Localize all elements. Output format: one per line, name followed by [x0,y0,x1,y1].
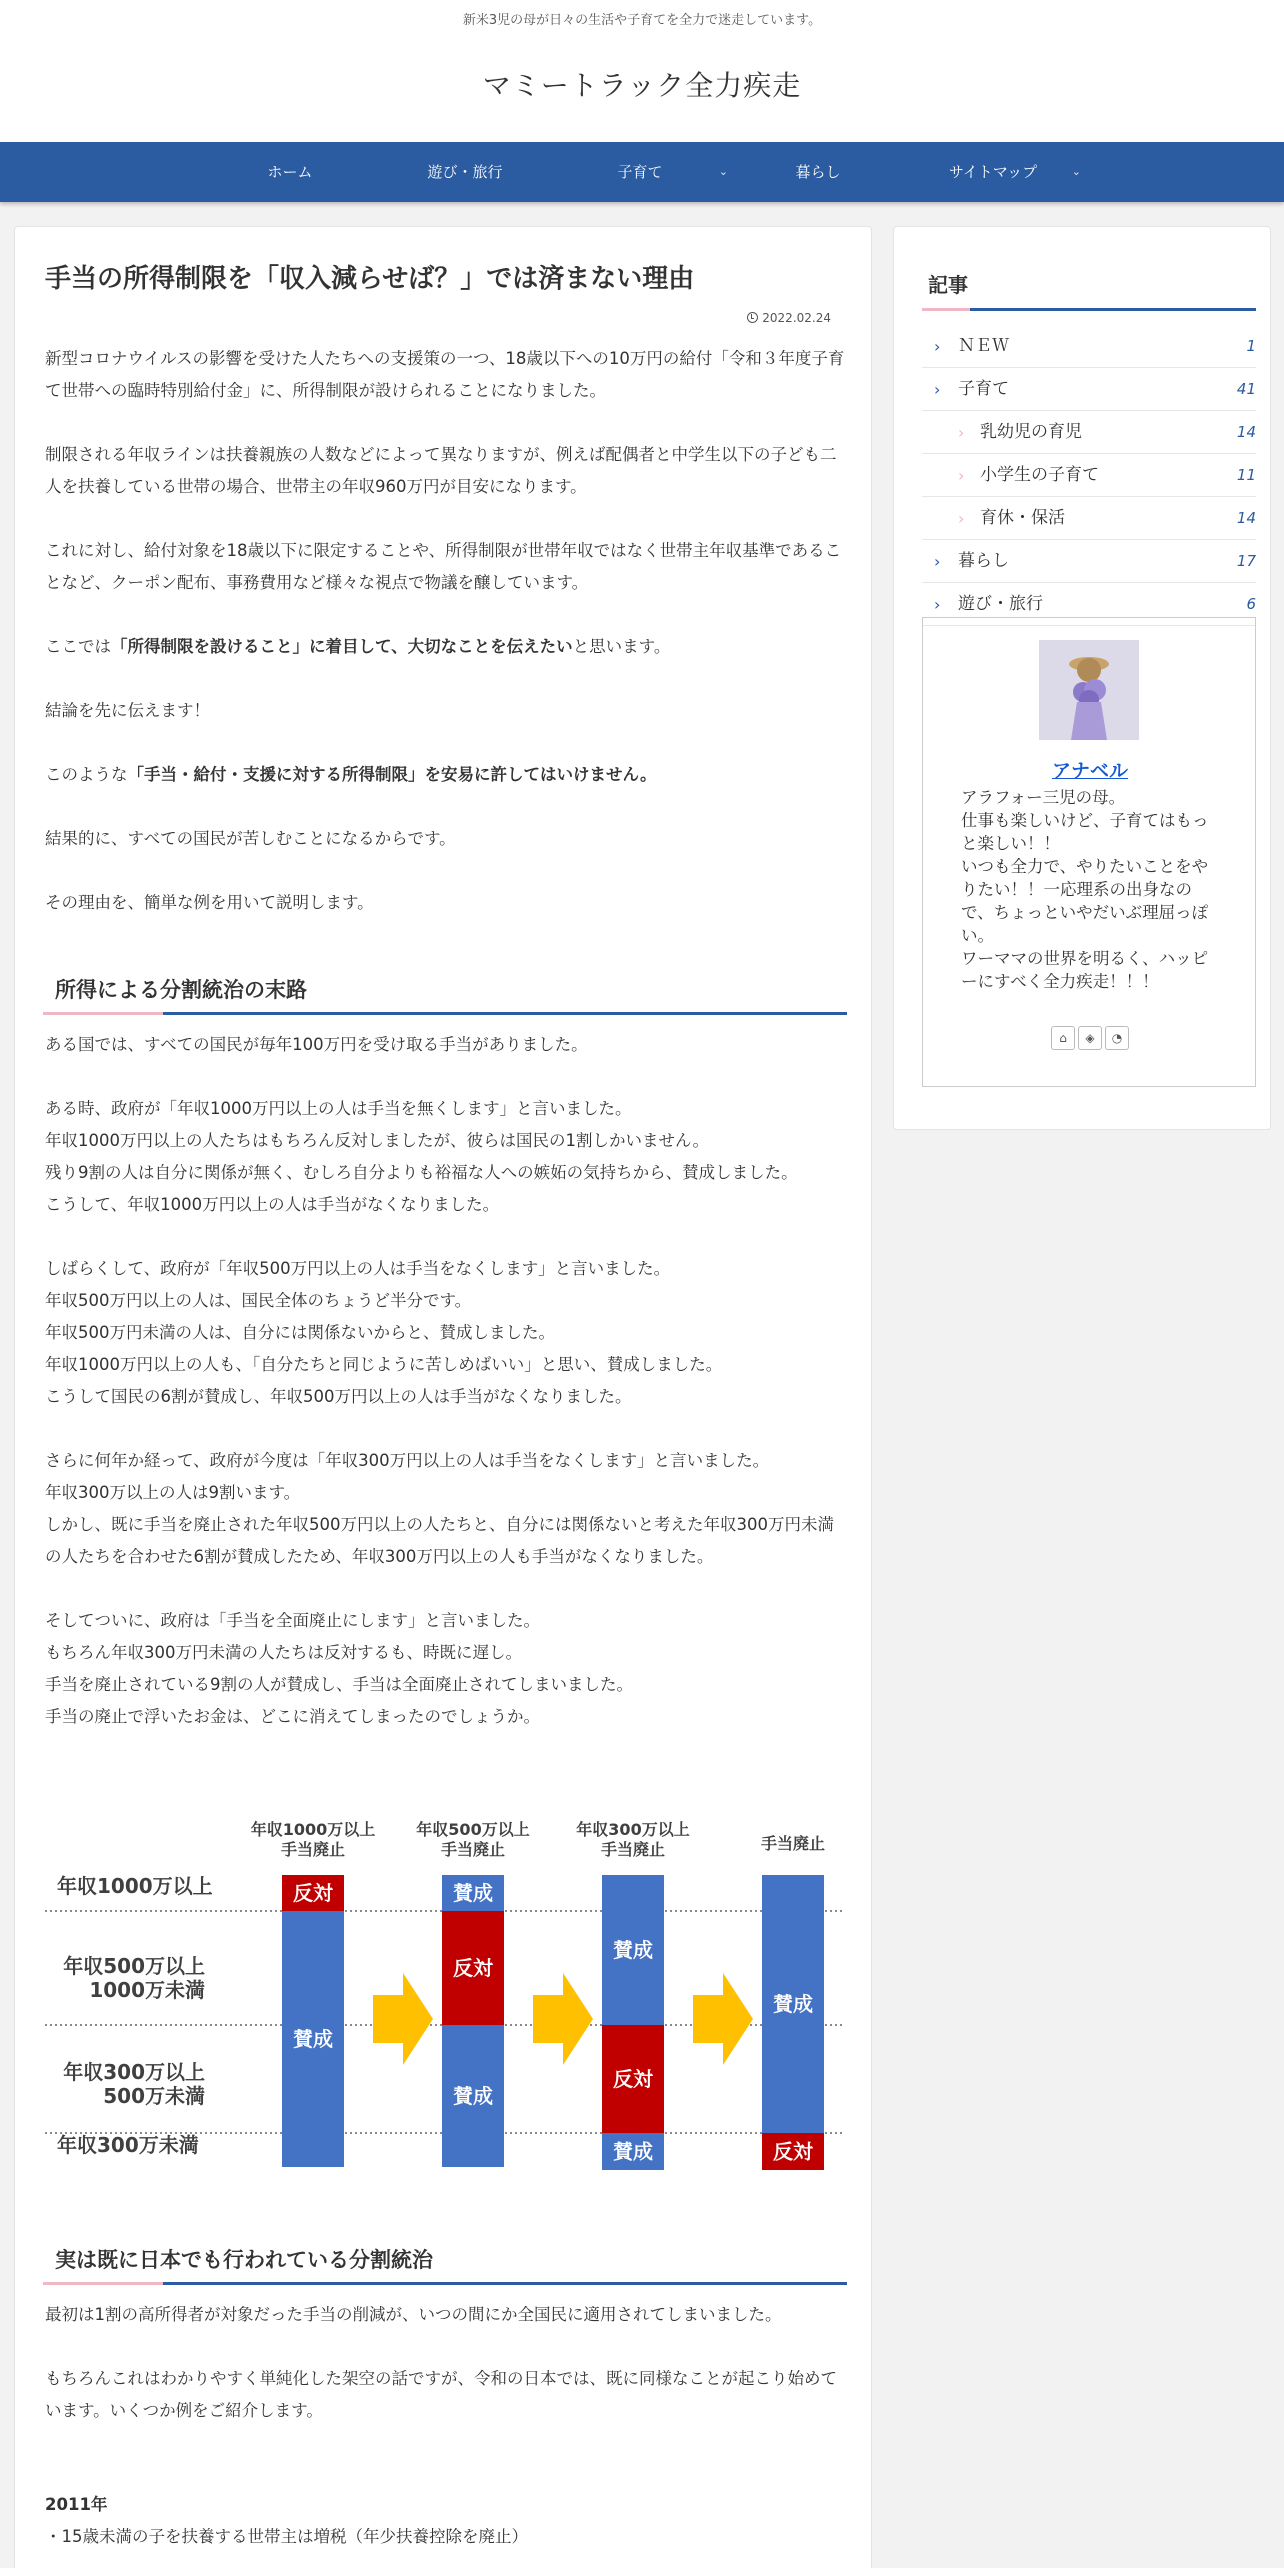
approve-label: 賛成 [293,2027,333,2051]
text-line: 手当の廃止で浮いたお金は、どこに消えてしまったのでしょうか。 [45,1707,540,1726]
right-arrow-icon [373,1973,433,2065]
home-icon[interactable]: ⌂ [1051,1026,1075,1050]
category-label: 暮らし [958,551,1009,571]
category-label: 育休・保活 [980,508,1065,528]
bio-line: ワーママの世界を明るく、ハッピーにすべく全力疾走！！！ [961,949,1209,991]
chevron-down-icon: ⌄ [1071,165,1081,178]
text-line: こうして、年収1000万円以上の人は手当がなくなりました。 [45,1195,500,1214]
clock-icon [747,312,758,323]
bio-line: 仕事も楽しいけど、子育てはもっと楽しい！！ [961,811,1209,853]
heading-underline-accent [922,308,970,311]
bio-line: アラフォー三児の母。 [961,788,1126,807]
category-item[interactable] [922,454,1256,497]
category-count: 14 [1236,509,1256,527]
text-line: 年収1000万円以上の人たちはもちろん反対しましたが、彼らは国民の1割しかいません。 [45,1131,709,1150]
sidebar [893,226,1271,1130]
text-line: 残り9割の人は自分に関係が無く、むしろ自分よりも裕福な人への嫉妬の気持ちから、賛成しました。 [45,1163,798,1182]
text-line: 最初は1割の高所得者が対象だった手当の削減が、いつの間にか全国民に適用されてしまいました。 [45,2305,782,2324]
approve-label: 賛成 [613,2139,653,2164]
chevron-right-icon: › [934,595,941,614]
nav-label: サイトマップ [948,163,1038,181]
oppose-label: 反対 [453,1956,493,1980]
text-line: さらに何年か経って、政府が今度は「年収300万円以上の人は手当をなくします」と言いました。 [45,1451,770,1470]
category-label: 乳幼児の育児 [980,422,1082,442]
chevron-right-icon: › [958,509,965,528]
text-line: 年収1000万円以上の人も、「自分たちと同じように苦しめばいい」と思い、賛成しました。 [45,1355,723,1374]
paragraph: 結果的に、すべての国民が苦しむことになるからです。 [45,829,456,848]
avatar-image [1039,640,1139,740]
blank-line [45,1413,845,1445]
section-heading-text: 実は既に日本でも行われている分割統治 [55,2248,433,2272]
heading-underline-accent [43,2282,163,2285]
blank-line [45,2331,845,2363]
approve-label: 賛成 [453,2084,493,2108]
blank-line [45,1573,845,1605]
text: このような [45,765,128,784]
profile-card [922,617,1256,1087]
approve-label: 賛成 [453,1881,493,1905]
nav-label: 子育て [617,163,663,181]
column-header: 手当廃止 [600,1840,666,1859]
column-header: 手当廃止 [280,1840,346,1859]
sidebar-heading-text: 記事 [928,273,968,297]
category-count: 41 [1236,380,1256,398]
column-header: 年収300万以上 [576,1820,690,1839]
chevron-right-icon: › [934,552,941,571]
chevron-right-icon: › [958,423,965,442]
right-arrow-icon [533,1973,593,2065]
nav-label: ホーム [267,163,313,181]
chevron-right-icon: › [958,466,965,485]
strong-text: 「手当・給付・支援に対する所得制限」を安易に許してはいけません。 [127,765,657,784]
category-item[interactable] [922,540,1256,583]
text: と思います。 [572,637,671,656]
main-article [14,226,872,2568]
paragraph [45,631,845,663]
heading-underline [922,308,1256,311]
text-line: もちろんこれはわかりやすく単純化した架空の話ですが、令和の日本では、既に同様なことが起こり始めています。いくつか例をご紹介します。 [45,2369,837,2420]
category-item[interactable] [922,325,1256,368]
category-count: 6 [1246,595,1256,613]
text-line: こうして国民の6割が賛成し、年収500万円以上の人は手当がなくなりました。 [45,1387,632,1406]
bio-line: いつも全力で、やりたいことをやりたい！！一応理系の出身なので、ちょっといやだいぶ理屈っぽい。 [961,857,1209,945]
paragraph: 新型コロナウイルスの影響を受けた人たちへの支援策の一つ、18歳以下への10万円の給付「令和３年度子育て世帯への臨時特別給付金」に、所得制限が設けられることになりました。 [45,349,845,400]
category-item[interactable] [922,368,1256,411]
text-line: 年収500万円以上の人は、国民全体のちょうど半分です。 [45,1291,472,1310]
column-header: 手当廃止 [440,1840,506,1859]
category-count: 11 [1236,466,1256,484]
sidebar-heading [922,265,1256,311]
text-line: しかし、既に手当を廃止された年収500万円以上の人たちと、自分には関係ないと考えた年収300万円未満の人たちを合わせた6割が賛成したため、年収300万円以上の人も手当がなくなりました。 [45,1515,834,1566]
paragraph: 結論を先に伝えます！ [45,701,210,720]
heading-underline-accent [43,1012,163,1015]
row-label: 年収300万以上 [63,2060,205,2084]
category-item[interactable] [922,411,1256,454]
column-header: 年収1000万以上 [250,1820,376,1839]
paragraph: その理由を、簡単な例を用いて説明します。 [45,893,374,912]
profile-bio [961,786,1223,993]
oppose-label: 反対 [773,2139,813,2164]
feedly-icon[interactable]: ◈ [1078,1026,1102,1050]
chevron-down-icon: ⌄ [718,165,728,178]
approve-label: 賛成 [613,1938,653,1962]
post-date [747,311,831,325]
strong-text: 「所得制限を設けること」に着目して、大切なことを伝えたい [111,637,573,656]
nav-label: 暮らし [795,163,841,181]
bullet-item: ・15歳未満の子を扶養する世帯主は増税（年少扶養控除を廃止） [45,2527,528,2546]
text-line: 年収300万以上の人は9割います。 [45,1483,301,1502]
text-line: そしてついに、政府は「手当を全面廃止にします」と言いました。 [45,1611,540,1630]
heading-underline [43,2282,847,2285]
section-heading [43,969,847,1015]
blank-line [45,1061,845,1093]
section-body [45,1029,845,1733]
section-heading-text: 所得による分割統治の末路 [55,978,307,1002]
chevron-right-icon: › [934,337,941,356]
nav-item-childcare[interactable] [560,142,728,202]
column-header: 年収500万以上 [416,1820,530,1839]
profile-name-link[interactable]: アナベル [1051,760,1128,782]
category-label: 小学生の子育て [980,465,1099,485]
blank-line [45,1221,845,1253]
nav-item-home[interactable] [210,142,370,202]
category-label: 子育て [958,379,1009,399]
avatar [1039,640,1139,740]
right-arrow-icon [693,1973,753,2065]
row-label: 年収500万以上 [63,1954,205,1978]
oppose-label: 反対 [293,1881,333,1905]
row-label: 年収1000万以上 [57,1874,213,1898]
category-label: ＮＥＷ [958,336,1009,356]
text-line: しばらくして、政府が「年収500万円以上の人は手当をなくします」と言いました。 [45,1259,671,1278]
text-line: ある時、政府が「年収1000万円以上の人は手当を無くします」と言いました。 [45,1099,632,1118]
nav-item-play-travel[interactable] [385,142,545,202]
allowance-abolition-figure [45,1815,845,2225]
row-label: 1000万未満 [89,1978,205,2002]
category-label: 遊び・旅行 [958,594,1043,614]
section-heading [43,2239,847,2285]
category-count: 14 [1236,423,1256,441]
site-title[interactable]: マミートラック全力疾走 [482,69,802,102]
section-body [45,2299,845,2427]
paragraph [45,759,845,791]
text: ここでは [45,637,111,656]
year-label: 2011年 [45,2495,108,2514]
text-line: 手当を廃止されている9割の人が賛成し、手当は全面廃止されてしまいました。 [45,1675,633,1694]
text-line: ある国では、すべての国民が毎年100万円を受け取る手当がありました。 [45,1035,588,1054]
category-count: 17 [1236,552,1256,570]
chevron-right-icon: › [934,380,941,399]
category-item[interactable] [922,497,1256,540]
site-tagline: 新米3児の母が日々の生活や子育てを全力で迷走しています。 [0,0,1284,42]
oppose-label: 反対 [613,2067,653,2091]
category-count: 1 [1246,337,1256,355]
article-title: 手当の所得制限を「収入減らせば？」では済まない理由 [45,264,695,294]
row-label: 500万未満 [103,2084,205,2108]
approve-label: 賛成 [773,1992,813,2016]
rss-icon[interactable]: ◔ [1105,1026,1129,1050]
paragraph: 制限される年収ラインは扶養親族の人数などによって異なりますが、例えば配偶者と中学生以下の子ども二人を扶養している世帯の場合、世帯主の年収960万円が目安になります。 [45,445,837,496]
post-date-text: 2022.02.24 [762,311,831,325]
paragraph: これに対し、給付対象を18歳以下に限定することや、所得制限が世帯年収ではなく世帯主年収基準であることなど、クーポン配布、事務費用など様々な視点で物議を醸しています。 [45,541,842,592]
nav-label: 遊び・旅行 [427,163,503,181]
text-line: 年収500万円未満の人は、自分には関係ないからと、賛成しました。 [45,1323,555,1342]
row-label: 年収300万未満 [57,2133,199,2157]
nav-item-sitemap[interactable] [913,142,1081,202]
heading-underline [43,1012,847,1015]
nav-item-life[interactable] [738,142,898,202]
global-nav [0,142,1284,202]
site-header [0,42,1284,142]
text-line: もちろん年収300万円未満の人たちは反対するも、時既に遅し。 [45,1643,522,1662]
column-header: 手当廃止 [760,1834,826,1853]
